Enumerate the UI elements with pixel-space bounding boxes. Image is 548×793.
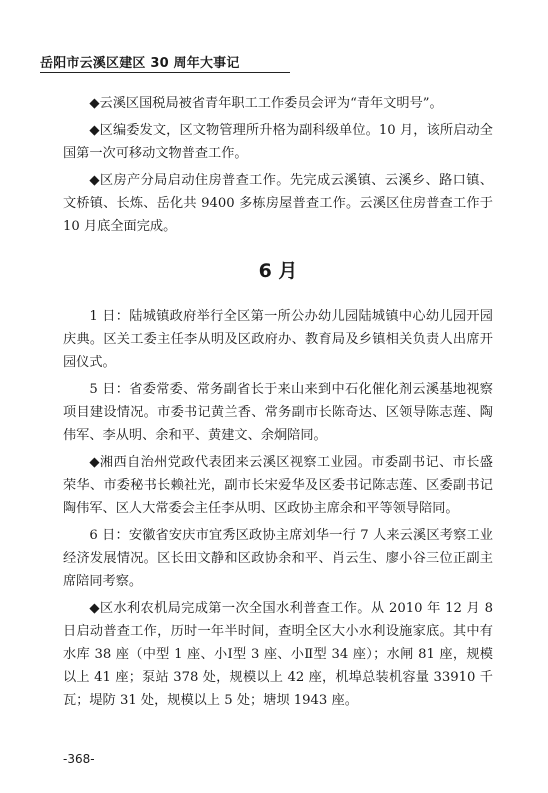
header-rule [40,72,290,73]
paragraph: 6 日：安徽省安庆市宜秀区政协主席刘华一行 7 人来云溪区考察工业经济发展情况。区长田文静和区政协余和平、肖云生、廖小谷三位正副主席陪同考察。 [63,528,493,589]
paragraph: ◆云溪区国税局被省青年职工工作委员会评为“青年文明号”。 [89,96,443,111]
paragraph: ◆区房产分局启动住房普查工作。先完成云溪镇、云溪乡、路口镇、文桥镇、长炼、岳化共 9400 多栋房屋普查工作。云溪区住房普查工作于 10 月底全面完成。 [63,173,493,234]
paragraph: ◆湘西自治州党政代表团来云溪区视察工业园。市委副书记、市长盛荣华、市委秘书长赖社光，副市长宋爱华及区委书记陈志莲、区委副书记陶伟军、区人大常委会主任李从明、区政协主席余和平等领导陪同。 [63,455,493,516]
paragraph: 1 日：陆城镇政府举行全区第一所公办幼儿园陆城镇中心幼儿园开园庆典。区关工委主任李从明及区政府办、教育局及乡镇相关负责人出席开园仪式。 [63,309,493,370]
paragraph: 5 日：省委常委、常务副省长于来山来到中石化催化剂云溪基地视察项目建设情况。市委书记黄兰香、常务副市长陈奇达、区领导陈志莲、陶伟军、李从明、余和平、黄建文、余炯陪同。 [63,382,493,443]
running-header: 岳阳市云溪区建区 30 周年大事记 [40,56,240,71]
page-body [63,92,493,716]
section-title: 6 月 [258,260,298,282]
page-number: -368- [63,752,95,766]
paragraph: ◆区水利农机局完成第一次全国水利普查工作。从 2010 年 12 月 8 日启动普查工作，历时一年半时间，查明全区大小水利设施家底。其中有水库 38 座（中型 1 座、小Ⅰ型 3 座、小Ⅱ型 34 座）；水闸 81 座，规模以上 41 座；泵站 378 处，规模以上 42 座，机埠总装机容量 33910 千瓦；堤防 31 处，规模以上 5 处；塘坝 1943 座。 [63,601,493,708]
paragraph: ◆区编委发文，区文物管理所升格为副科级单位。10 月，该所启动全国第一次可移动文物普查工作。 [63,123,493,161]
